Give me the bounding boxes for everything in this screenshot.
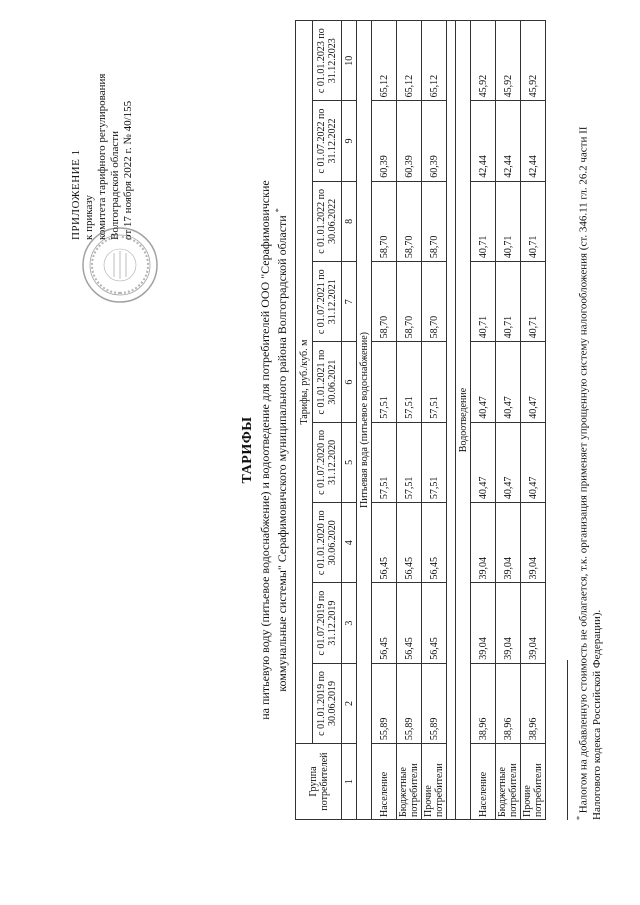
column-number: 9 (342, 101, 357, 181)
period-header: с 01.07.2019 по 31.12.2019 (313, 583, 342, 663)
tariff-value-cell: 56,45 (422, 503, 447, 583)
consumer-group-cell: Бюджетные потребители (496, 744, 521, 820)
period-header: с 01.07.2021 по 31.12.2021 (313, 262, 342, 342)
tariff-value-cell: 40,47 (521, 422, 546, 502)
tariff-value-cell: 39,04 (521, 503, 546, 583)
tariff-value-cell: 56,45 (372, 583, 397, 663)
official-seal (80, 225, 160, 305)
tariff-value-cell: 65,12 (372, 21, 397, 101)
column-number: 8 (342, 181, 357, 261)
appendix-line: комитета тарифного регулирования (96, 73, 108, 240)
tariff-value-cell: 40,47 (496, 422, 521, 502)
section-title: Водоотведение (456, 21, 471, 820)
column-number: 10 (342, 21, 357, 101)
subtitle-line: коммунальные системы" Серафимовичского муниципального района Волгоградской области (275, 215, 289, 692)
tariff-value-cell: 58,70 (397, 181, 422, 261)
tariff-value-cell: 40,71 (471, 262, 496, 342)
subtitle-line-2 (272, 80, 289, 820)
tariff-value-cell: 40,71 (521, 262, 546, 342)
consumer-group-cell: Прочие потребители (521, 744, 546, 820)
consumer-group-cell: Население (372, 744, 397, 820)
tariff-value-cell: 42,44 (496, 101, 521, 181)
tariff-value-cell: 58,70 (372, 181, 397, 261)
section-row (357, 21, 372, 820)
tariff-value-cell: 58,70 (372, 262, 397, 342)
tariff-value-cell: 39,04 (496, 583, 521, 663)
table-row (521, 21, 546, 820)
tariff-value-cell: 39,04 (471, 583, 496, 663)
column-number: 2 (342, 663, 357, 743)
period-header: с 01.07.2020 по 31.12.2020 (313, 422, 342, 502)
tariff-value-cell: 57,51 (422, 342, 447, 422)
tariff-value-cell: 57,51 (397, 342, 422, 422)
tariff-value-cell: 56,45 (422, 583, 447, 663)
section-spacer (447, 21, 456, 820)
section-spacer-row (447, 21, 456, 820)
tariff-value-cell: 60,39 (397, 101, 422, 181)
table-header-row (296, 21, 313, 820)
tariff-value-cell: 40,71 (521, 181, 546, 261)
tariff-value-cell: 58,70 (422, 262, 447, 342)
appendix-line: от 17 ноября 2022 г. № 40/155 (122, 100, 134, 240)
tariff-value-cell: 40,71 (496, 262, 521, 342)
column-number: 5 (342, 422, 357, 502)
tariff-value-cell: 38,96 (471, 663, 496, 743)
column-number: 7 (342, 262, 357, 342)
footnote-marker: * (274, 208, 283, 213)
appendix-block (70, 40, 135, 240)
document-title: ТАРИФЫ (240, 416, 255, 484)
tariff-value-cell: 42,44 (471, 101, 496, 181)
tariff-value-cell: 40,47 (521, 342, 546, 422)
period-header: с 01.07.2022 по 31.12.2022 (313, 101, 342, 181)
period-header: с 01.01.2023 по 31.12.2023 (313, 21, 342, 101)
footnote-divider (567, 660, 568, 820)
consumer-group-cell: Бюджетные потребители (397, 744, 422, 820)
footnote (573, 80, 604, 820)
appendix-line: Волгоградской области (109, 131, 121, 240)
tariff-value-cell: 55,89 (397, 663, 422, 743)
tariff-value-cell: 65,12 (422, 21, 447, 101)
rotated-content (10, 20, 610, 880)
table-row (422, 21, 447, 820)
column-number: 4 (342, 503, 357, 583)
tariff-value-cell: 57,51 (397, 422, 422, 502)
tariff-value-cell: 40,71 (471, 181, 496, 261)
footnote-line-1 (573, 80, 591, 820)
tariff-value-cell: 56,45 (397, 503, 422, 583)
tariff-value-cell: 60,39 (372, 101, 397, 181)
period-header: с 01.01.2021 по 30.06.2021 (313, 342, 342, 422)
tariff-value-cell: 38,96 (521, 663, 546, 743)
tariff-value-cell: 45,92 (471, 21, 496, 101)
tariffs-table-body (296, 21, 546, 820)
table-row (372, 21, 397, 820)
tariff-value-cell: 55,89 (372, 663, 397, 743)
tariff-value-cell: 58,70 (397, 262, 422, 342)
document-subtitle (258, 80, 289, 820)
consumer-group-cell: Прочие потребители (422, 744, 447, 820)
table-row (397, 21, 422, 820)
tariff-value-cell: 56,45 (372, 503, 397, 583)
tariff-value-cell: 42,44 (521, 101, 546, 181)
tariff-value-cell: 39,04 (521, 583, 546, 663)
tariff-value-cell: 39,04 (496, 503, 521, 583)
column-number: 1 (342, 744, 357, 820)
tariff-value-cell: 60,39 (422, 101, 447, 181)
tariff-value-cell: 40,71 (496, 181, 521, 261)
consumer-group-cell: Население (471, 744, 496, 820)
appendix-line: к приказу (83, 194, 95, 240)
tariff-value-cell: 57,51 (372, 342, 397, 422)
tariff-header: Тарифы, руб./куб. м (296, 21, 313, 744)
tariff-value-cell: 40,47 (496, 342, 521, 422)
tariff-value-cell: 45,92 (521, 21, 546, 101)
tariff-value-cell: 57,51 (422, 422, 447, 502)
table-row (471, 21, 496, 820)
tariff-value-cell: 55,89 (422, 663, 447, 743)
period-header: с 01.01.2019 по 30.06.2019 (313, 663, 342, 743)
period-header-row (313, 21, 342, 820)
appendix-title: ПРИЛОЖЕНИЕ 1 (70, 149, 82, 240)
period-header: с 01.01.2020 по 30.06.2020 (313, 503, 342, 583)
tariff-value-cell: 57,51 (372, 422, 397, 502)
tariff-value-cell: 38,96 (496, 663, 521, 743)
footnote-marker: * (575, 816, 584, 820)
tariff-value-cell: 39,04 (471, 503, 496, 583)
column-number-row (342, 21, 357, 820)
period-header: с 01.01.2022 по 30.06.2022 (313, 181, 342, 261)
subtitle-line: на питьевую воду (питьевое водоснабжение) и водоотведение для потребителей ООО "Серафимовичские (258, 180, 272, 720)
footnote-text: Налогом на добавленную стоимость не облагается, т.к. организация применяет упрощенную систему налогообложения (ст. 346.11 гл. 26.2 части II (577, 126, 590, 814)
tariffs-table (295, 20, 546, 820)
table-row (496, 21, 521, 820)
tariff-value-cell: 56,45 (397, 583, 422, 663)
tariff-value-cell: 65,12 (397, 21, 422, 101)
tariff-value-cell: 58,70 (422, 181, 447, 261)
column-number: 6 (342, 342, 357, 422)
footnote-text: Налогового кодекса Российской Федерации). (590, 609, 603, 820)
tariff-value-cell: 45,92 (496, 21, 521, 101)
tariff-value-cell: 40,47 (471, 422, 496, 502)
section-row (456, 21, 471, 820)
column-number: 3 (342, 583, 357, 663)
group-header: Группа потребителей (296, 744, 342, 820)
tariff-value-cell: 40,47 (471, 342, 496, 422)
section-title: Питьевая вода (питьевое водоснабжение) (357, 21, 372, 820)
